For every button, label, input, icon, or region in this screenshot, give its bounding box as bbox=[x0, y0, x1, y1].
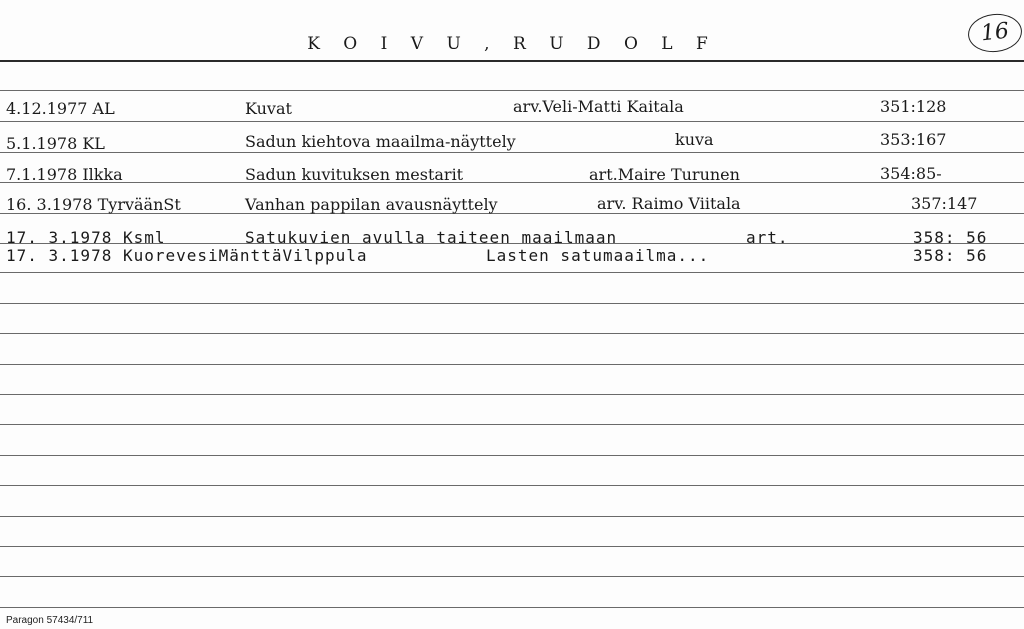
ruled-line bbox=[0, 121, 1024, 122]
ruled-line bbox=[0, 90, 1024, 91]
entry-date: 17. 3.1978 KuorevesiMänttäVilppula bbox=[6, 246, 368, 265]
entry-title: Sadun kuvituksen mestarit bbox=[245, 165, 464, 184]
entry-title: Kuvat bbox=[245, 99, 292, 118]
ruled-line bbox=[0, 546, 1024, 547]
entry-date: 4.12.1977 AL bbox=[6, 99, 115, 118]
header-rule bbox=[0, 60, 1024, 62]
entry-credit: arv.Veli-Matti Kaitala bbox=[513, 97, 684, 116]
ruled-line bbox=[0, 576, 1024, 577]
ruled-line bbox=[0, 333, 1024, 334]
entry-title: Sadun kiehtova maailma-näyttely bbox=[245, 132, 516, 151]
ruled-line bbox=[0, 424, 1024, 425]
entry-date: 5.1.1978 KL bbox=[6, 134, 105, 153]
ruled-line bbox=[0, 516, 1024, 517]
entry-credit: art. bbox=[746, 228, 789, 247]
entry-ref: 354:85- bbox=[880, 164, 942, 183]
entry-title: Satukuvien avulla taiteen maailmaan bbox=[245, 228, 618, 247]
entry-ref: 351:128 bbox=[880, 97, 947, 116]
ruled-line bbox=[0, 455, 1024, 456]
ruled-line bbox=[0, 485, 1024, 486]
entry-credit: art.Maire Turunen bbox=[589, 165, 740, 184]
entry-credit: arv. Raimo Viitala bbox=[597, 194, 741, 213]
ruled-line bbox=[0, 272, 1024, 273]
ruled-line bbox=[0, 607, 1024, 608]
ruled-line bbox=[0, 152, 1024, 153]
entry-ref: 353:167 bbox=[880, 130, 947, 149]
entry-title: Lasten satumaailma... bbox=[486, 246, 710, 265]
entry-ref: 358: 56 bbox=[913, 246, 988, 265]
card-number-circled: 16 bbox=[966, 11, 1024, 54]
entry-ref: 358: 56 bbox=[913, 228, 988, 247]
ruled-line bbox=[0, 364, 1024, 365]
card-footer: Paragon 57434/711 bbox=[6, 615, 94, 626]
ruled-line bbox=[0, 394, 1024, 395]
entry-date: 7.1.1978 Ilkka bbox=[6, 165, 123, 184]
entry-ref: 357:147 bbox=[911, 194, 978, 213]
ruled-line bbox=[0, 303, 1024, 304]
entry-title: Vanhan pappilan avausnäyttely bbox=[245, 195, 498, 214]
ruled-line bbox=[0, 182, 1024, 183]
entry-date: 16. 3.1978 TyrväänSt bbox=[6, 195, 181, 214]
card-title: K O I V U , R U D O L F bbox=[307, 34, 717, 54]
entry-date: 17. 3.1978 Ksml bbox=[6, 228, 166, 247]
entry-credit: kuva bbox=[675, 130, 714, 149]
